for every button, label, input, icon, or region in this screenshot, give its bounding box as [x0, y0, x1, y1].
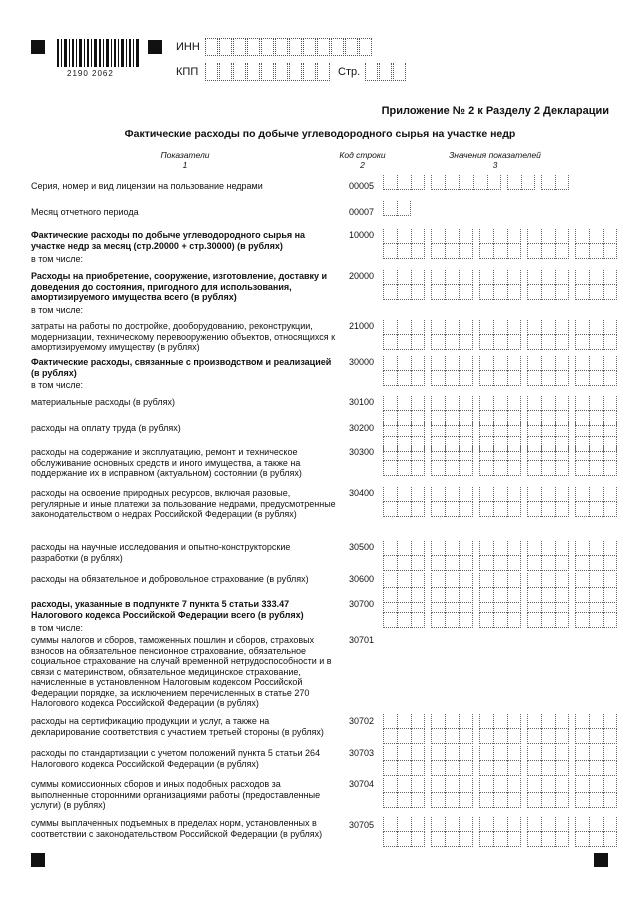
column-header-code: Код строки 2 — [339, 150, 386, 170]
row-code: 30000 — [349, 357, 375, 367]
row-code: 30704 — [349, 779, 375, 789]
corner-marker-bottom-left — [31, 853, 45, 867]
kpp-label: КПП — [176, 66, 199, 78]
inn-field[interactable] — [205, 38, 373, 56]
row-label: Фактические расходы по добыче углеводородного сырья на участке недр за месяц (стр.20000 + стр.30000) (в рублях) — [31, 230, 306, 251]
row-code: 30500 — [349, 542, 375, 552]
row-code: 00005 — [349, 181, 375, 191]
amount-value-field[interactable] — [383, 371, 617, 386]
month-value-field[interactable] — [383, 201, 411, 216]
row-label: расходы на сертификацию продукции и услуг, а также на декларирование соответствия с участием третьей стороны (в рублях) — [31, 716, 324, 737]
row-label: расходы на оплату труда (в рублях) — [31, 423, 181, 433]
amount-value-field[interactable] — [383, 244, 617, 259]
row-sublabel: в том числе: — [31, 623, 83, 633]
amount-value-field[interactable] — [383, 335, 617, 350]
row-label: затраты на работы по достройке, дооборудованию, реконструкции, модернизации, техническому перевооружению объектов, относящихся к амортизируемому имуществу (в рублях) — [31, 321, 336, 352]
column-header-indicators: Показатели 1 — [160, 150, 210, 170]
row-label: Месяц отчетного периода — [31, 207, 139, 217]
amount-value-field[interactable] — [383, 573, 617, 588]
amount-value-field[interactable] — [383, 556, 617, 571]
kpp-field[interactable] — [205, 63, 331, 81]
row-code: 30100 — [349, 397, 375, 407]
amount-value-field[interactable] — [383, 613, 617, 628]
row-code: 30703 — [349, 748, 375, 758]
amount-value-field[interactable] — [383, 817, 617, 832]
amount-value-field[interactable] — [383, 356, 617, 371]
amount-value-field[interactable] — [383, 714, 617, 729]
amount-value-field[interactable] — [383, 229, 617, 244]
row-code: 30701 — [349, 635, 375, 645]
amount-value-field[interactable] — [383, 729, 617, 744]
row-code: 30200 — [349, 423, 375, 433]
row-label: расходы по стандартизации с учетом положений пункта 5 статьи 264 Налогового кодекса Российской Федерации (в рублях) — [31, 748, 321, 769]
row-sublabel: в том числе: — [31, 254, 83, 264]
row-code: 30700 — [349, 599, 375, 609]
row-code: 30705 — [349, 820, 375, 830]
inn-label: ИНН — [176, 41, 200, 53]
row-label: суммы выплаченных подъемных в пределах норм, установленных в соответствии с законодательством Российской Федерации (в рублях) — [31, 818, 323, 839]
row-label: суммы комиссионных сборов и иных подобных расходов за выполненные сторонними организациями работы (предоставленные услуги) (в рублях) — [31, 779, 321, 810]
corner-marker-bottom-right — [594, 853, 608, 867]
corner-marker-top-left — [31, 40, 45, 54]
amount-value-field[interactable] — [383, 541, 617, 556]
amount-value-field[interactable] — [383, 270, 617, 285]
amount-value-field[interactable] — [383, 320, 617, 335]
row-label: материальные расходы (в рублях) — [31, 397, 176, 407]
amount-value-field[interactable] — [383, 487, 617, 502]
row-code: 00007 — [349, 207, 375, 217]
row-sublabel: в том числе: — [31, 380, 83, 390]
row-label: расходы на научные исследования и опытно-конструкторские разработки (в рублях) — [31, 542, 291, 563]
amount-value-field[interactable] — [383, 598, 617, 613]
appendix-title: Приложение № 2 к Разделу 2 Декларации — [381, 105, 609, 117]
barcode-image — [57, 39, 139, 67]
amount-value-field[interactable] — [383, 793, 617, 808]
row-label: расходы на освоение природных ресурсов, включая разовые, регулярные и иные платежи за пользование недрами, предусмотренные законодательством о недрах Российской Федерации (в рублях) — [31, 488, 336, 519]
page-title: Фактические расходы по добыче углеводородного сырья на участке недр — [124, 128, 516, 140]
row-label: расходы на содержание и эксплуатацию, ремонт и техническое обслуживание основных средств и иного имущества, а также на поддержание их в исправном (актуальном) состоянии (в рублях) — [31, 447, 302, 478]
corner-marker-top-right — [148, 40, 162, 54]
amount-value-field[interactable] — [383, 746, 617, 761]
row-label: Фактические расходы, связанные с производством и реализацией (в рублях) — [31, 357, 332, 378]
amount-value-field[interactable] — [383, 285, 617, 300]
amount-value-field[interactable] — [383, 778, 617, 793]
row-label: расходы, указанные в подпункте 7 пункта 5 статьи 333.47 Налогового кодекса Российской Федерации всего (в рублях) — [31, 599, 304, 620]
amount-value-field[interactable] — [383, 461, 617, 476]
row-code: 30400 — [349, 488, 375, 498]
license-value-field[interactable] — [383, 175, 569, 190]
row-label: Расходы на приобретение, сооружение, изготовление, доставку и доведения до состояния, пригодного для использования, амортизируемого имущества всего (в рублях) — [31, 271, 328, 302]
page-number-field[interactable] — [365, 63, 407, 81]
row-code: 30300 — [349, 447, 375, 457]
amount-value-field[interactable] — [383, 832, 617, 847]
row-code: 20000 — [349, 271, 375, 281]
column-header-values: Значения показателей 3 — [449, 150, 541, 170]
row-sublabel: в том числе: — [31, 305, 83, 315]
amount-value-field[interactable] — [383, 422, 617, 437]
row-code: 10000 — [349, 230, 375, 240]
amount-value-field[interactable] — [383, 396, 617, 411]
row-label: расходы на обязательное и добровольное страхование (в рублях) — [31, 574, 309, 584]
page-label: Стр. — [338, 66, 361, 78]
row-code: 30600 — [349, 574, 375, 584]
row-code: 21000 — [349, 321, 375, 331]
amount-value-field[interactable] — [383, 446, 617, 461]
row-label: Серия, номер и вид лицензии на пользование недрами — [31, 181, 263, 191]
barcode-number: 2190 2062 — [67, 69, 114, 78]
amount-value-field[interactable] — [383, 761, 617, 776]
amount-value-field[interactable] — [383, 502, 617, 517]
row-label: суммы налогов и сборов, таможенных пошлин и сборов, страховых взносов на обязательное пенсионное страхование, обязательное социальное страхование на случай временной нетрудоспособности и в связи с материнством, обязательное медицинское страхование, начисленные в установленном Налоговым кодексом Российской Федерации порядке, за исключением перечисленных в статье 270 Налогового кодекса Российской Федерации (в рублях) — [31, 635, 332, 708]
row-code: 30702 — [349, 716, 375, 726]
